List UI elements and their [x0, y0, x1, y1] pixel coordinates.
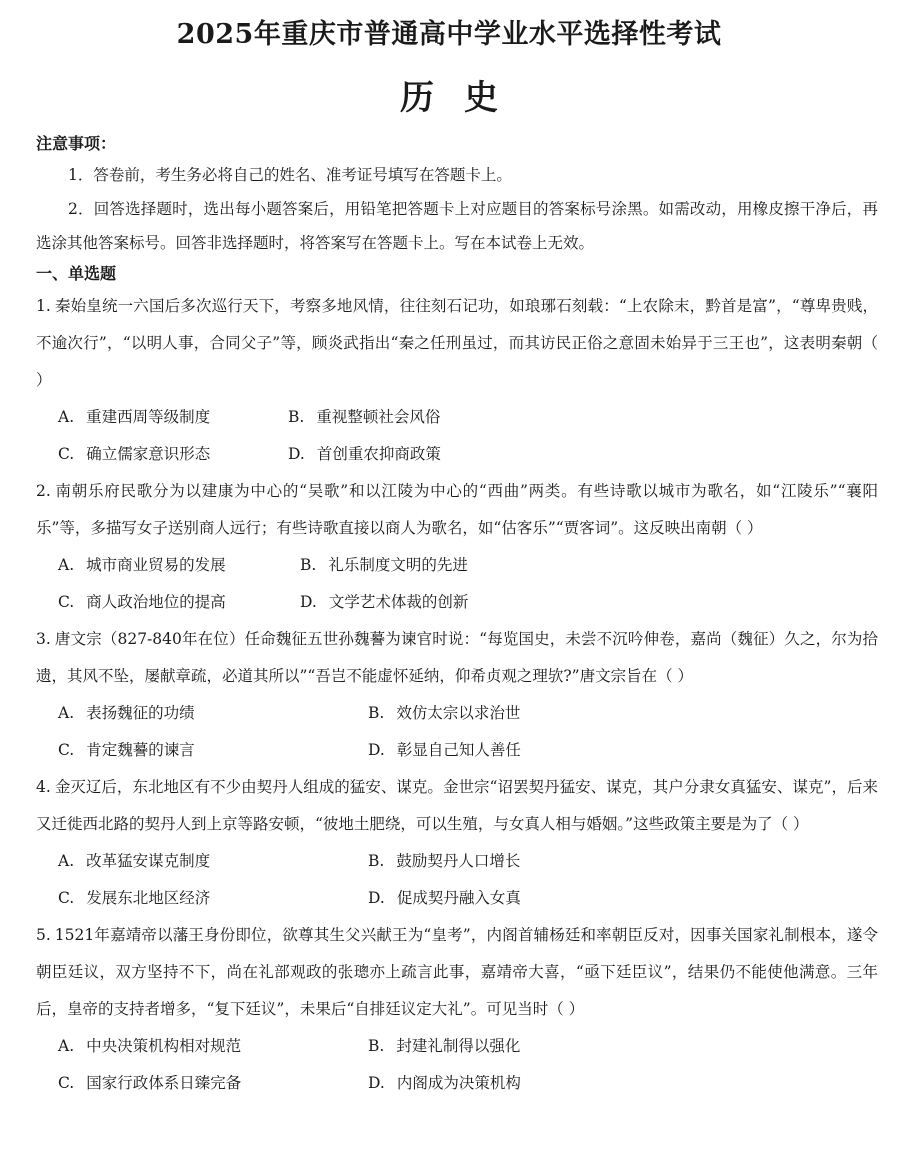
- option-a[interactable]: [58, 1028, 241, 1065]
- option-text: 内阁成为决策机构: [396, 1074, 521, 1092]
- option-b[interactable]: [368, 843, 520, 880]
- option-letter: A.: [58, 408, 75, 426]
- option-text: 重视整顿社会风俗: [316, 408, 441, 426]
- section-heading: 一、单选题: [36, 264, 117, 283]
- question-stem: 唐文宗（827-840年在位）任命魏征五世孙魏謩为谏官时说：“每览国史，未尝不沉吟伸卷，嘉尚（魏征）久之，尔为拾遗，其风不坠，屡献章疏，必道其所以”“吾岂不能虚怀延纳，仰希贞观之理欤?”唐文宗旨在（ ）: [36, 630, 878, 685]
- option-letter: D.: [368, 741, 385, 759]
- option-b[interactable]: [368, 1028, 520, 1065]
- subject-title: 历史: [400, 78, 528, 118]
- option-letter: A.: [58, 556, 75, 574]
- option-text: 确立儒家意识形态: [86, 445, 211, 463]
- option-letter: A.: [58, 852, 75, 870]
- question-stem: 秦始皇统一六国后多次巡行天下，考察多地风情，往往刻石记功，如琅琊石刻载：“上农除末，黔首是富”，“尊卑贵贱，不逾次行”，“以明人事，合同父子”等，顾炎武指出“秦之任刑虽过，而其访民正俗之意固未始异于三王也”，这表明秦朝（ ）: [36, 297, 878, 389]
- option-text: 改革猛安谋克制度: [86, 852, 211, 870]
- option-text: 城市商业贸易的发展: [86, 556, 226, 574]
- option-letter: D.: [288, 445, 305, 463]
- question-4: [36, 769, 878, 843]
- option-text: 效仿太宗以求治世: [396, 704, 521, 722]
- option-text: 礼乐制度文明的先进: [328, 556, 468, 574]
- option-text: 国家行政体系日臻完备: [86, 1074, 242, 1092]
- option-letter: D.: [368, 1074, 385, 1092]
- option-c[interactable]: [58, 584, 226, 621]
- option-letter: D.: [368, 889, 385, 907]
- exam-content: [36, 130, 878, 1102]
- option-a[interactable]: [58, 547, 226, 584]
- option-text: 彰显自己知人善任: [396, 741, 521, 759]
- option-letter: C.: [58, 445, 75, 463]
- question-stem: 南朝乐府民歌分为以建康为中心的“吴歌”和以江陵为中心的“西曲”两类。有些诗歌以城市为歌名，如“江陵乐”“襄阳乐”等，多描写女子送别商人远行；有些诗歌直接以商人为歌名，如“估客乐”“贾客词”。这反映出南朝（ ）: [36, 482, 878, 537]
- option-letter: B.: [368, 1037, 385, 1055]
- question-stem: 金灭辽后，东北地区有不少由契丹人组成的猛安、谋克。金世宗“诏罢契丹猛安、谋克，其户分隶女真猛安、谋克”，后来又迁徙西北路的契丹人到上京等路安顿，“彼地土肥绕，可以生殖，与女真人相与婚姻。”这些政策主要是为了（ ）: [36, 778, 878, 833]
- option-a[interactable]: [58, 695, 195, 732]
- question-number: 4.: [36, 778, 51, 796]
- option-d[interactable]: [368, 880, 521, 917]
- option-c[interactable]: [58, 1065, 241, 1102]
- option-letter: B.: [300, 556, 317, 574]
- option-d[interactable]: [368, 1065, 521, 1102]
- exam-title: 2025年重庆市普通高中学业水平选择性考试: [176, 19, 722, 50]
- option-letter: C.: [58, 889, 75, 907]
- question-5-options: [36, 1028, 878, 1102]
- option-c[interactable]: [58, 436, 210, 473]
- option-c[interactable]: [58, 880, 210, 917]
- notice-item-1: 1．答卷前，考生务必将自己的姓名、准考证号填写在答题卡上。: [68, 166, 512, 184]
- option-letter: B.: [368, 704, 385, 722]
- option-text: 肯定魏謩的谏言: [86, 741, 195, 759]
- question-number: 5.: [36, 926, 51, 944]
- question-1: [36, 288, 878, 399]
- question-1-options: [36, 399, 878, 473]
- option-letter: C.: [58, 593, 75, 611]
- option-letter: A.: [58, 704, 75, 722]
- option-text: 发展东北地区经济: [86, 889, 211, 907]
- option-text: 封建礼制得以强化: [396, 1037, 521, 1055]
- question-3-options: [36, 695, 878, 769]
- question-2-options: [36, 547, 878, 621]
- question-4-options: [36, 843, 878, 917]
- question-number: 1.: [36, 297, 51, 315]
- option-letter: D.: [300, 593, 317, 611]
- question-number: 3.: [36, 630, 51, 648]
- option-d[interactable]: [368, 732, 521, 769]
- option-letter: B.: [368, 852, 385, 870]
- option-text: 中央决策机构相对规范: [86, 1037, 242, 1055]
- notice-item-2: 2．回答选择题时，选出每小题答案后，用铅笔把答题卡上对应题目的答案标号涂黑。如需改动，用橡皮擦干净后，再选涂其他答案标号。回答非选择题时，将答案写在答题卡上。写在本试卷上无效。: [36, 200, 878, 252]
- option-b[interactable]: [368, 695, 520, 732]
- option-b[interactable]: [300, 547, 468, 584]
- option-letter: B.: [288, 408, 305, 426]
- option-text: 重建西周等级制度: [86, 408, 211, 426]
- question-number: 2.: [36, 482, 51, 500]
- option-d[interactable]: [300, 584, 468, 621]
- question-3: [36, 621, 878, 695]
- option-text: 文学艺术体裁的创新: [328, 593, 469, 611]
- option-text: 表扬魏征的功绩: [86, 704, 195, 722]
- option-letter: C.: [58, 1074, 75, 1092]
- question-stem: 1521年嘉靖帝以藩王身份即位，欲尊其生父兴献王为“皇考”，内阁首辅杨廷和率朝臣反对，因事关国家礼制根本，遂令朝臣廷议，双方坚持不下，尚在礼部观政的张璁亦上疏言此事，嘉靖帝大喜，“亟下廷臣议”，结果仍不能使他满意。三年后，皇帝的支持者增多，“复下廷议”，未果后“自排廷议定大礼”。可见当时（ ）: [36, 926, 878, 1018]
- option-c[interactable]: [58, 732, 195, 769]
- notice-heading: 注意事项：: [36, 134, 117, 153]
- option-a[interactable]: [58, 399, 210, 436]
- option-b[interactable]: [288, 399, 440, 436]
- question-5: [36, 917, 878, 1028]
- option-letter: A.: [58, 1037, 75, 1055]
- option-d[interactable]: [288, 436, 441, 473]
- option-text: 商人政治地位的提高: [86, 593, 226, 611]
- option-letter: C.: [58, 741, 75, 759]
- option-text: 鼓励契丹人口增长: [396, 852, 521, 870]
- option-a[interactable]: [58, 843, 210, 880]
- option-text: 促成契丹融入女真: [396, 889, 521, 907]
- question-2: [36, 473, 878, 547]
- option-text: 首创重农抑商政策: [316, 445, 441, 463]
